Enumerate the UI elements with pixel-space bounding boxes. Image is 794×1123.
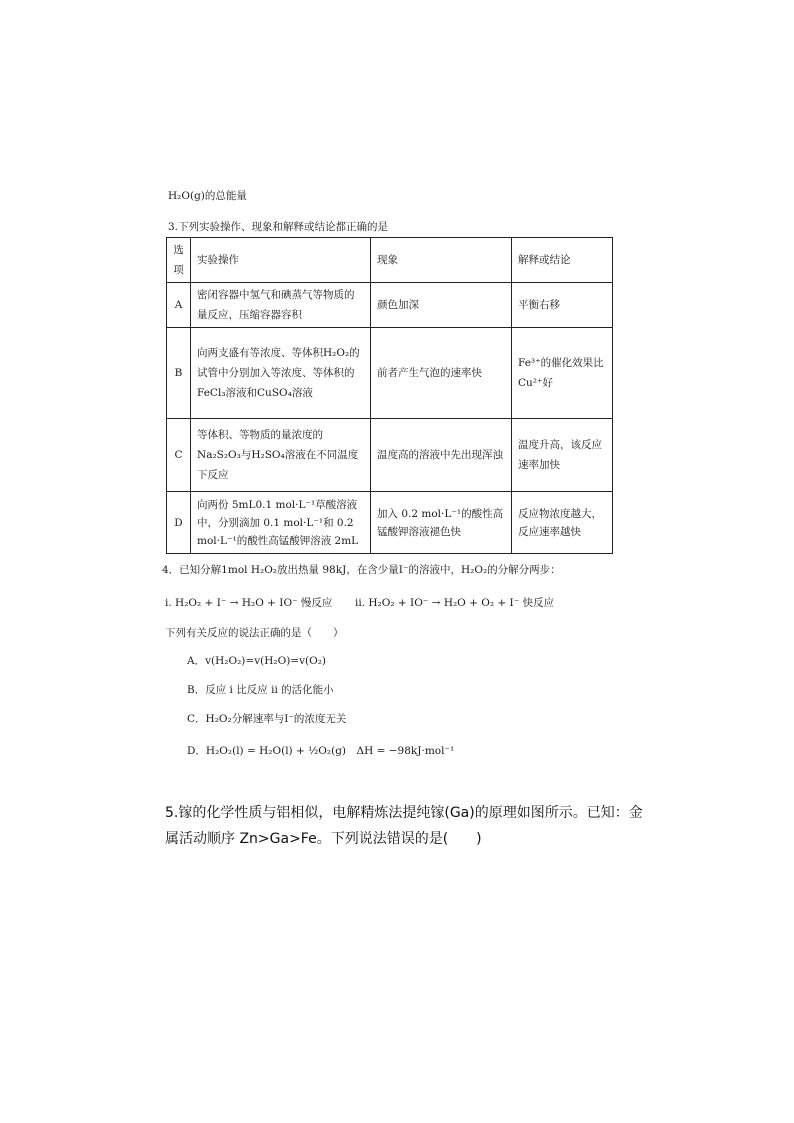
header-phenomenon: 现象	[371, 238, 512, 283]
prev-question-fragment: H₂O(g)的总能量	[168, 190, 247, 202]
operation-cell: 等体积、等物质的量浓度的Na₂S₂O₃与H₂SO₄溶液在不同温度下反应	[191, 419, 371, 492]
phenomenon-cell: 前者产生气泡的速率快	[371, 328, 512, 419]
option-label: D	[167, 492, 191, 554]
operation-cell: 向两支盛有等浓度、等体积H₂O₂的试管中分别加入等浓度、等体积的FeCl₃溶液和CuSO₄溶液	[191, 328, 371, 419]
question-3-title: 3.下列实验操作、现象和解释或结论都正确的是	[168, 221, 389, 233]
experiment-table	[166, 237, 613, 554]
question-4-prompt: 下列有关反应的说法正确的是（ ）	[165, 627, 344, 639]
table-header-row	[167, 238, 613, 283]
header-operation: 实验操作	[191, 238, 371, 283]
header-conclusion: 解释或结论	[512, 238, 613, 283]
conclusion-cell: 反应物浓度越大，反应速率越快	[512, 492, 613, 554]
phenomenon-cell: 加入 0.2 mol·L⁻¹的酸性高锰酸钾溶液褪色快	[371, 492, 512, 554]
conclusion-cell: 温度升高，该反应速率加快	[512, 419, 613, 492]
conclusion-cell: Fe³⁺的催化效果比Cu²⁺好	[512, 328, 613, 419]
reaction-step-ii: ii. H₂O₂ + IO⁻ → H₂O + O₂ + I⁻ 快反应	[355, 597, 555, 609]
option-d: D．H₂O₂(l) = H₂O(l) + ½O₂(g) ΔH = −98kJ·mol⁻¹	[187, 745, 455, 757]
option-label: A	[167, 283, 191, 328]
operation-cell: 密闭容器中氢气和碘蒸气等物质的量反应，压缩容器容积	[191, 283, 371, 328]
question-5-stem: 5.镓的化学性质与铝相似，电解精炼法提纯镓(Ga)的原理如图所示。已知：金属活动顺序 Zn>Ga>Fe。下列说法错误的是( )	[165, 805, 643, 847]
option-a: A．v(H₂O₂)=v(H₂O)=v(O₂)	[187, 655, 327, 667]
option-b: B．反应 i 比反应 ii 的活化能小	[187, 684, 334, 696]
reaction-step-i: i. H₂O₂ + I⁻ → H₂O + IO⁻ 慢反应	[165, 597, 333, 609]
header-option: 选 项	[167, 238, 191, 283]
phenomenon-cell: 温度高的溶液中先出现浑浊	[371, 419, 512, 492]
table-row	[167, 492, 613, 554]
operation-cell: 向两份 5mL0.1 mol·L⁻¹草酸溶液中，分别滴加 0.1 mol·L⁻¹和 0.2 mol·L⁻¹的酸性高锰酸钾溶液 2mL	[191, 492, 371, 554]
question-4-stem: 4．已知分解1mol H₂O₂放出热量 98kJ，在含少量I⁻的溶液中，H₂O₂的分解分两步：	[162, 564, 561, 576]
conclusion-cell: 平衡右移	[512, 283, 613, 328]
table-row	[167, 283, 613, 328]
option-c: C．H₂O₂分解速率与I⁻的浓度无关	[187, 713, 347, 725]
option-label: C	[167, 419, 191, 492]
option-label: B	[167, 328, 191, 419]
table-row	[167, 419, 613, 492]
phenomenon-cell: 颜色加深	[371, 283, 512, 328]
table-row	[167, 328, 613, 419]
